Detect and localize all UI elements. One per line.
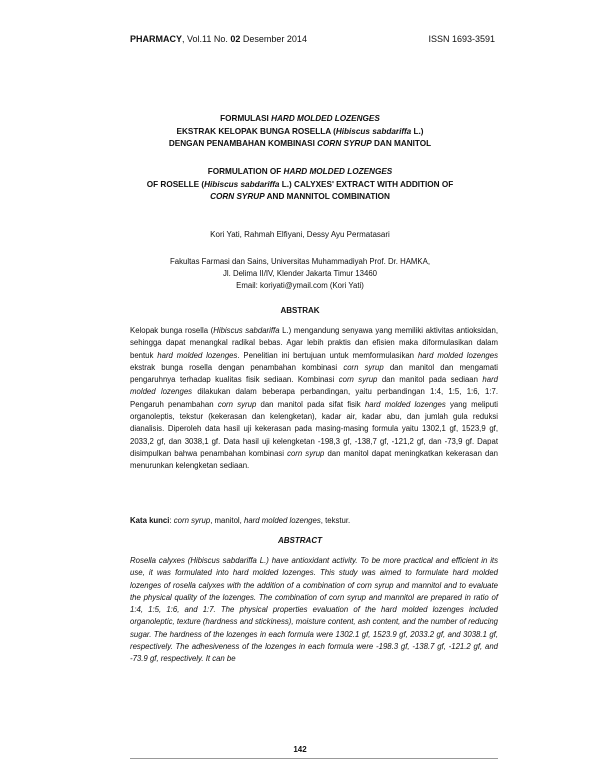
text: dan manitol pada sediaan: [377, 375, 483, 385]
title-text: AND MANNITOL COMBINATION: [264, 192, 390, 201]
text-italic: corn syrup: [287, 448, 325, 458]
title-text: OF ROSELLE (: [146, 179, 205, 189]
title-indonesian: [0, 113, 600, 151]
text: dilakukan dalam beberapa perbandingan, yaitu perbandingan 1:4, 1:5, 1:6, 1:7. Pengaruh penambahan: [130, 387, 498, 409]
email-line: Email: koriyati@ymail.com (Kori Yati): [236, 281, 364, 290]
running-header: [130, 34, 495, 44]
text: ekstrak bunga rosella dengan penambahan kombinasi: [130, 362, 344, 372]
text-italic: hard molded lozenges: [364, 399, 446, 409]
page-number: 142: [293, 745, 307, 754]
text: :: [169, 516, 174, 525]
text-italic: hard molded lozenges: [157, 350, 238, 360]
title-en-line1: [0, 166, 600, 179]
keyword: , tekstur.: [320, 516, 351, 525]
title-id-line2: [0, 126, 600, 139]
journal-date: Desember 2014: [240, 34, 307, 44]
title-en-line2: [0, 179, 600, 192]
affiliation-line: Fakultas Farmasi dan Sains, Universitas Muhammadiyah Prof. Dr. HAMKA,: [170, 257, 430, 266]
abstrak-heading: ABSTRAK: [280, 306, 320, 315]
title-id-line1: [0, 113, 600, 126]
authors: Kori Yati, Rahmah Elfiyani, Dessy Ayu Permatasari: [210, 230, 390, 239]
title-text: L.) CALYXES' EXTRACT WITH ADDITION OF: [279, 179, 454, 189]
footer-rule: [130, 758, 498, 759]
text: dan manitol dapat meningkatkan kekerasan dan menurunkan kelengketan sediaan.: [130, 448, 498, 471]
title-text: DAN MANITOL: [371, 139, 432, 148]
title-english: [0, 166, 600, 204]
journal-citation: [130, 34, 307, 44]
abstract-paragraph: Rosella calyxes (Hibiscus sabdariffa L.) have antioxidant activity. To be more practical and efficient in its use, it was formulated into hard molded lozenges. This study was aimed to formulate hard molded lozenges of rosella calyxes with the addition of a combination of corn syrup and mannitol and to evaluate the physical quality of the lozenges. The combination of corn syrup and mannitol are prepared in ratio of 1:4, 1:5, 1:6, and 1:7. The physical properties evaluation of the hard molded lozenges included organoleptic, texture (hardness and stickiness), moisture content, ash content, and the number of reducing sugar. The hardness of the lozenges in each formula were 1302.1 gf, 1523.9 gf, 2033.2 gf, and 3038.1 gf, respectively. The adhesiveness of the lozenges in each formula were -198.3 gf, -138.7 gf, -121.2 gf, and -73.9 gf, respectively. It can be: [130, 556, 498, 664]
issn: ISSN 1693-3591: [428, 34, 495, 44]
keywords-label: Kata kunci: [130, 516, 170, 525]
text: Kelopak bunga rosella (: [130, 326, 214, 335]
text-italic: hard molded lozenges: [130, 375, 499, 397]
title-text-italic: CORN SYRUP: [210, 192, 265, 201]
title-text-italic: HARD MOLDED LOZENGES: [283, 167, 393, 176]
text-italic: Hibiscus sabdariffa: [213, 326, 280, 335]
keyword: corn syrup: [173, 516, 211, 525]
title-text-italic: Hibiscus sabdariffa: [335, 126, 412, 136]
title-text: EKSTRAK KELOPAK BUNGA ROSELLA (: [176, 126, 336, 136]
title-text: FORMULATION OF: [207, 167, 284, 176]
title-en-line3: [0, 191, 600, 204]
journal-issue: 02: [230, 34, 241, 44]
text: L.) mengandung senyawa yang memiliki aktivitas antioksidan, sehingga dapat menangkal radikal bebas. Agar lebih praktis dan efisien maka diformulasikan dalam bentuk: [130, 326, 498, 360]
keyword: , manitol,: [210, 516, 244, 525]
abstract-heading: ABSTRACT: [278, 536, 322, 545]
affiliation-line: Jl. Delima II/IV, Klender Jakarta Timur 13460: [223, 269, 377, 278]
text: dan manitol pada sifat fisik: [256, 399, 365, 409]
keywords: [130, 515, 498, 527]
text-italic: hard molded lozenges: [417, 350, 498, 360]
text: . Penelitian ini bertujuan untuk memformulasikan: [237, 350, 418, 360]
title-text: FORMULASI: [220, 114, 272, 123]
title-text-italic: Hibiscus sabdariffa: [204, 179, 280, 189]
title-text: DENGAN PENAMBAHAN KOMBINASI: [168, 139, 318, 148]
title-text-italic: CORN SYRUP: [317, 139, 372, 148]
affiliation: [0, 256, 600, 292]
title-text: L.): [411, 126, 424, 136]
journal-volume: , Vol.11 No.: [182, 34, 231, 44]
title-id-line3: [0, 138, 600, 151]
journal-name: PHARMACY: [130, 34, 183, 44]
abstrak-paragraph: [130, 325, 498, 473]
title-text-italic: HARD MOLDED LOZENGES: [271, 114, 380, 123]
text-italic: corn syrup: [217, 399, 257, 409]
text: yang meliputi organoleptis, tekstur (kekerasan dan kelengketan), kadar air, kadar abu, dan jumlah gula reduksi dianalisis. Diperoleh data hasil uji kekerasan pada masing-masing formula yaitu 1302,1 gf, 1523,9 gf, 2033,2 gf, dan 3038,1 gf. Data hasil uji kelengketan -198,3 gf, -138,7 gf, -121,2 gf, dan -73,9 gf. Dapat disimpulkan bahwa penambahan kombinasi: [130, 399, 498, 458]
text: dan manitol dan mengamati pengaruhnya terhadap kualitas fisik sediaan. Kombinasi: [130, 362, 499, 385]
text-italic: corn syrup: [343, 362, 384, 372]
text-italic: corn syrup: [338, 375, 378, 385]
keyword: hard molded lozenges: [244, 516, 321, 525]
